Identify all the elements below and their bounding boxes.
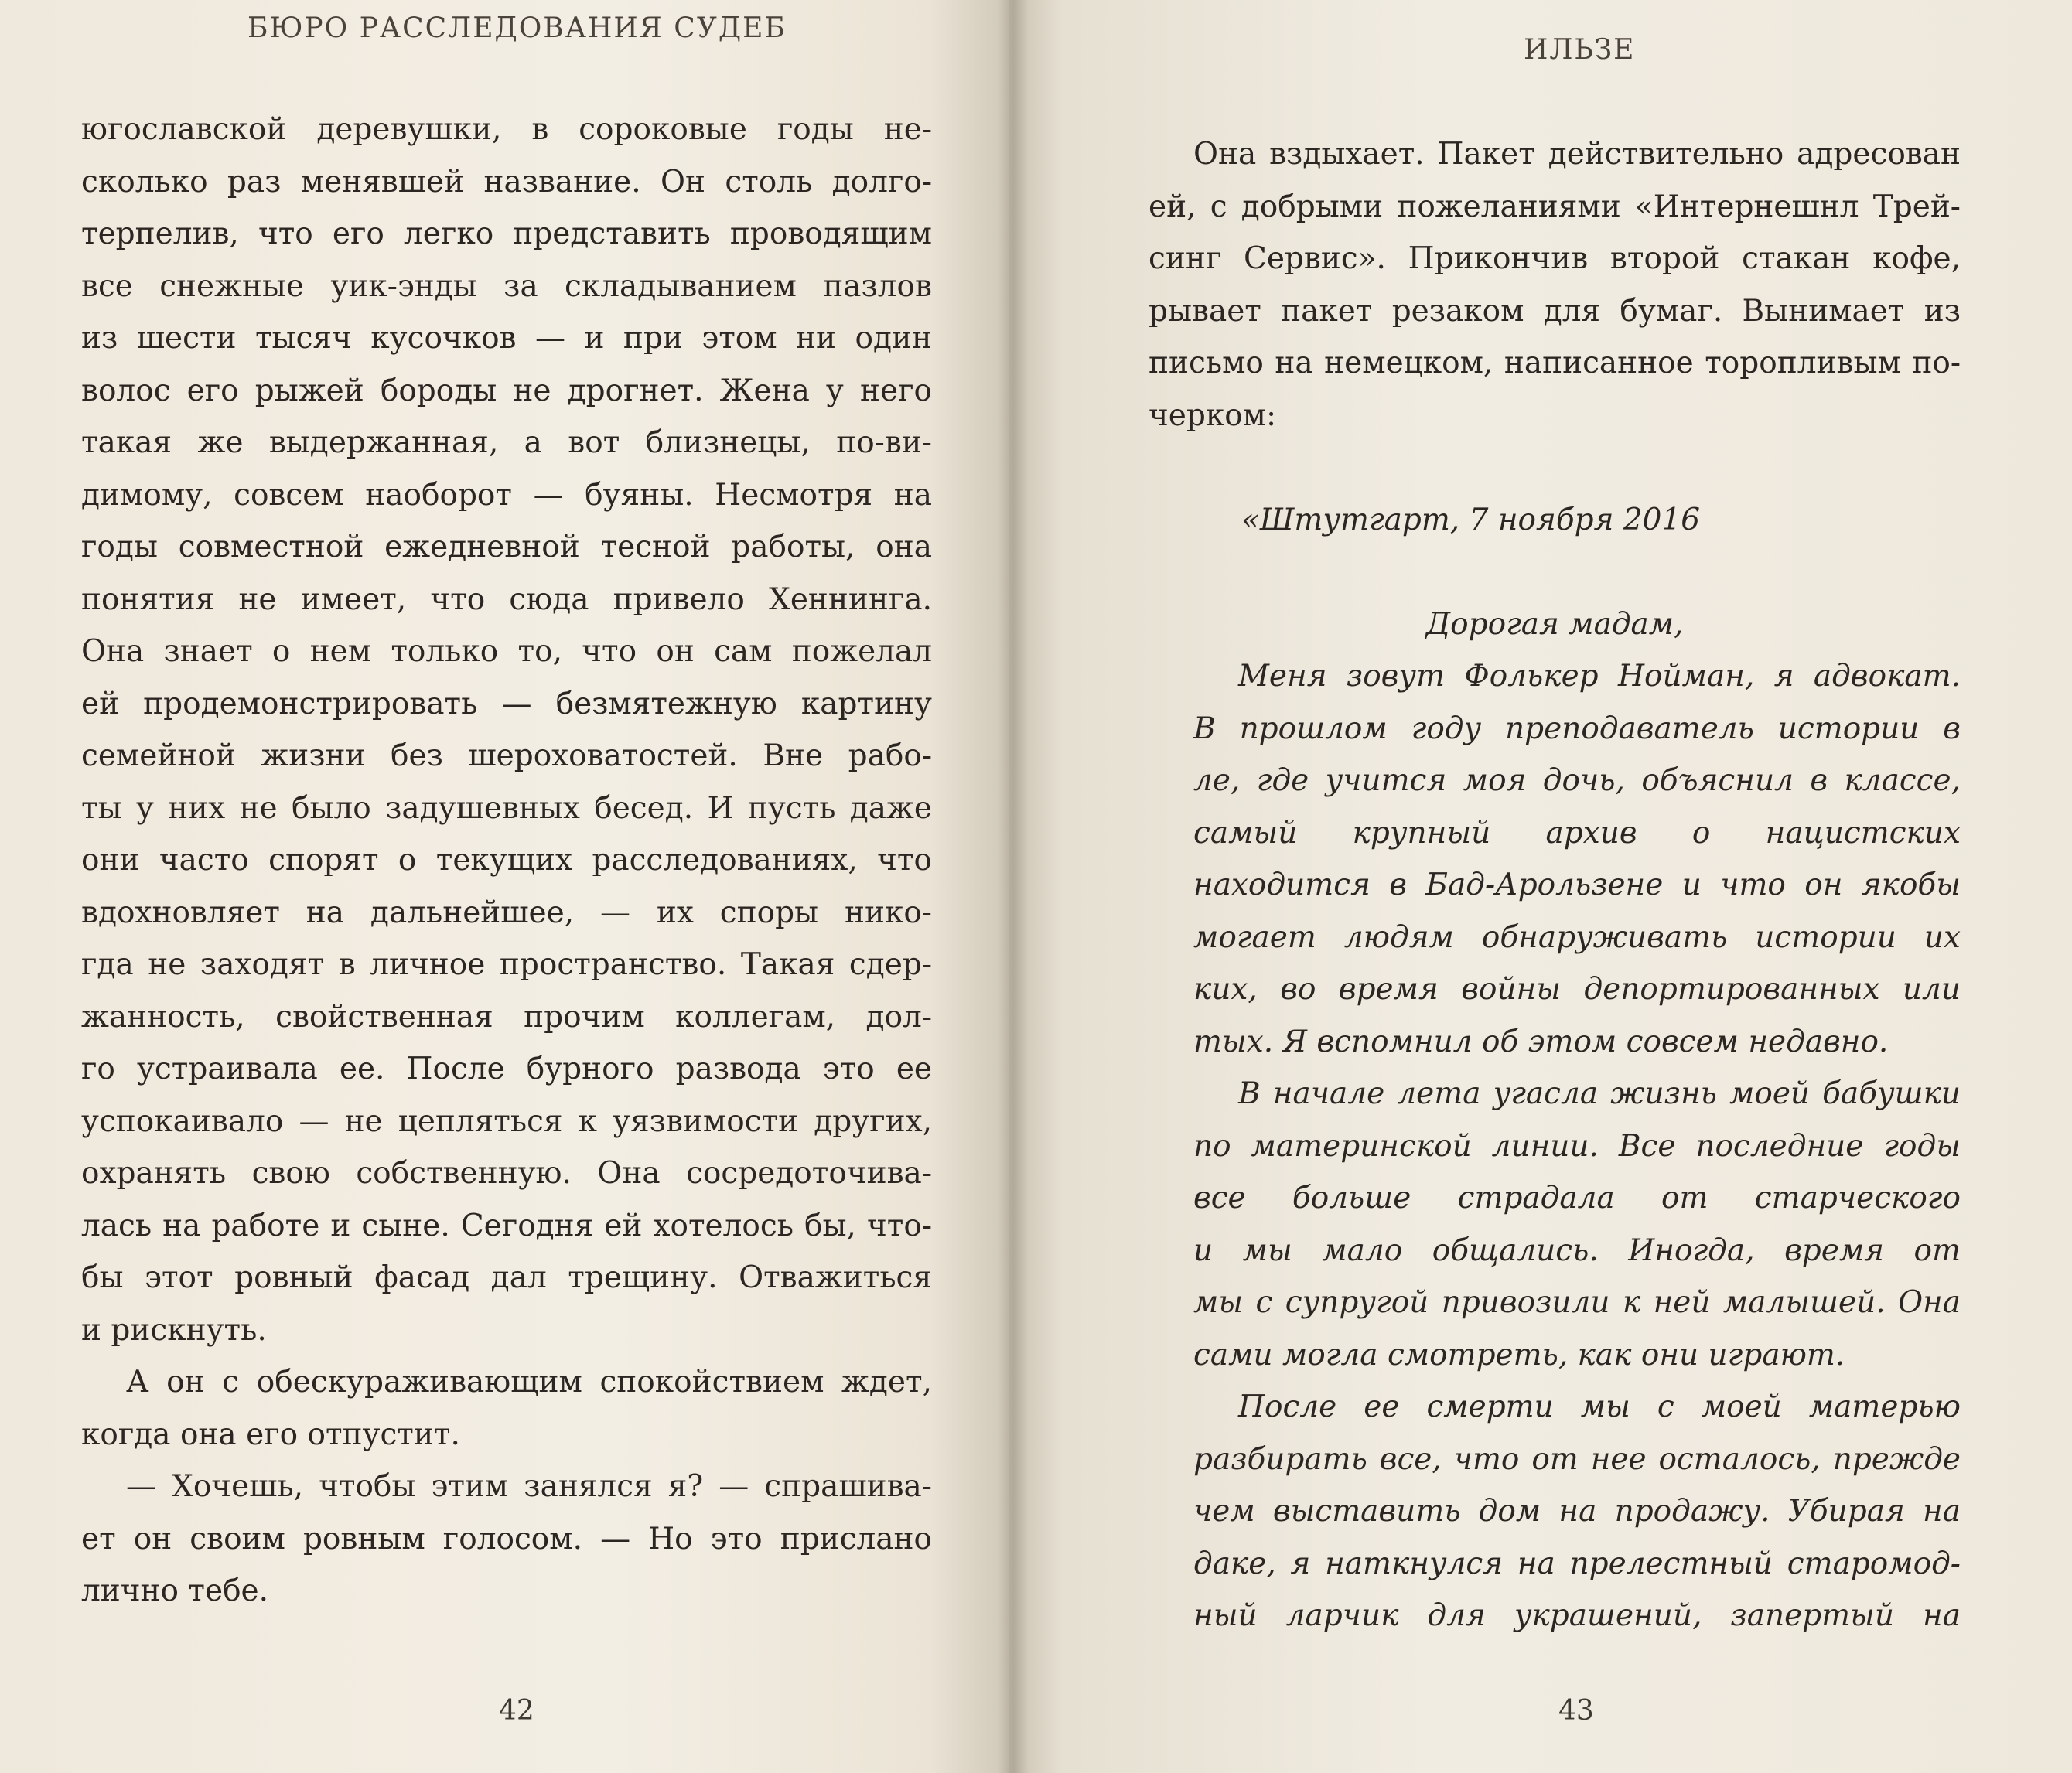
text-line: сами могла смотреть, как они играют. bbox=[1193, 1337, 1845, 1372]
text-line: семейной жизни без шероховатостей. Вне рабо- bbox=[81, 738, 932, 773]
text-line: Меня зовут Фолькер Нойман, я адвокат. bbox=[1238, 659, 1961, 694]
text-line: по материнской линии. Все последние годы bbox=[1193, 1128, 1961, 1164]
text-line: бы этот ровный фасад дал трещину. Отважиться bbox=[81, 1260, 932, 1295]
text-line: чем выставить дом на продажу. Убирая на bbox=[1193, 1494, 1961, 1529]
text-line: гда не заходят в личное пространство. Такая сдер- bbox=[81, 947, 932, 982]
text-line: тых. Я вспомнил об этом совсем недавно. bbox=[1193, 1024, 1889, 1059]
text-line: терпелив, что его легко представить проводящим bbox=[81, 217, 932, 251]
text-line: югославской деревушки, в сороковые годы не- bbox=[81, 112, 932, 147]
text-line: ких, во время войны депортированных или bbox=[1193, 972, 1961, 1007]
text-line: Она вздыхает. Пакет действительно адресован bbox=[1193, 137, 1961, 172]
text-line: и рискнуть. bbox=[81, 1312, 267, 1348]
text-line: рывает пакет резаком для бумаг. Вынимает из bbox=[1149, 293, 1961, 329]
text-line: вдохновляет на дальнейшее, — их споры нико- bbox=[81, 895, 932, 930]
text-line: такая же выдержанная, а вот близнецы, по-ви- bbox=[81, 425, 932, 460]
text-line: В начале лета угасла жизнь моей бабушки bbox=[1238, 1076, 1961, 1111]
text-line: все снежные уик-энды за складыванием пазлов bbox=[81, 268, 932, 304]
text-line: и мы мало общались. Иногда, время от bbox=[1193, 1233, 1961, 1268]
left-page bbox=[0, 0, 1009, 1773]
text-line: ный ларчик для украшений, запертый на bbox=[1193, 1598, 1961, 1633]
text-line: синг Сервис». Прикончив второй стакан кофе, bbox=[1149, 241, 1961, 276]
text-line: го устраивала ее. После бурного развода это ее bbox=[81, 1052, 932, 1086]
letter-place-date: «Штутгарт, 7 ноября 2016 bbox=[1241, 502, 1701, 537]
letter-salutation: Дорогая мадам, bbox=[1425, 606, 1684, 642]
text-line: понятия не имеет, что сюда привело Хеннинга. bbox=[81, 581, 932, 617]
right-page bbox=[1009, 0, 2072, 1773]
text-line: Она знает о нем только то, что он сам пожелал bbox=[81, 634, 932, 669]
text-line: димому, совсем наоборот — буяны. Несмотря на bbox=[81, 477, 932, 513]
left-body-text bbox=[81, 104, 932, 1618]
text-line: когда она его отпустит. bbox=[81, 1417, 460, 1452]
text-line: могает людям обнаруживать истории их bbox=[1193, 919, 1961, 955]
text-line: сколько раз менявшей название. Он столь долго- bbox=[81, 164, 932, 199]
right-body-text bbox=[1149, 128, 1961, 1642]
text-line: даке, я наткнулся на прелестный старомод- bbox=[1193, 1546, 1961, 1581]
text-line: После ее смерти мы с моей матерью bbox=[1238, 1389, 1961, 1424]
text-line: они часто спорят о текущих расследованиях, что bbox=[81, 843, 932, 878]
left-running-head: БЮРО РАССЛЕДОВАНИЯ СУДЕБ bbox=[247, 12, 787, 44]
text-line: письмо на немецком, написанное торопливым по- bbox=[1149, 346, 1961, 380]
text-line: мы с супругой привозили к ней малышей. Она bbox=[1193, 1285, 1961, 1320]
left-page-number: 42 bbox=[499, 1695, 534, 1727]
text-line: черком: bbox=[1149, 397, 1277, 433]
text-line: успокаивало — не цепляться к уязвимости других, bbox=[81, 1103, 932, 1139]
text-line: охранять свою собственную. Она сосредоточива- bbox=[81, 1156, 932, 1191]
text-line: лась на работе и сыне. Сегодня ей хотелось бы, что- bbox=[81, 1208, 932, 1243]
text-line: все больше страдала от старческого bbox=[1193, 1181, 1961, 1216]
text-line: находится в Бад-Арользене и что он якобы bbox=[1193, 868, 1961, 902]
text-line: волос его рыжей бороды не дрогнет. Жена у него bbox=[81, 373, 932, 408]
text-line: А он с обескураживающим спокойствием ждет, bbox=[126, 1365, 932, 1400]
text-line: ей, с добрыми пожеланиями «Интернешнл Трей- bbox=[1149, 189, 1961, 224]
text-line: — Хочешь, чтобы этим занялся я? — спрашива- bbox=[126, 1469, 932, 1504]
text-line: лично тебе. bbox=[81, 1574, 269, 1608]
text-line: из шести тысяч кусочков — и при этом ни один bbox=[81, 321, 932, 356]
text-line: ет он своим ровным голосом. — Но это прислано bbox=[81, 1521, 932, 1556]
text-line: годы совместной ежедневной тесной работы, она bbox=[81, 530, 932, 564]
text-line: В прошлом году преподаватель истории в bbox=[1193, 711, 1961, 746]
text-line: ей продемонстрировать — безмятежную картину bbox=[81, 686, 932, 721]
right-running-head: ИЛЬЗЕ bbox=[1524, 34, 1636, 66]
text-line: жанность, свойственная прочим коллегам, дол- bbox=[81, 999, 932, 1035]
right-page-number: 43 bbox=[1558, 1695, 1594, 1727]
text-line: разбирать все, что от нее осталось, прежде bbox=[1193, 1441, 1961, 1477]
text-line: ты у них не было задушевных бесед. И пусть даже bbox=[81, 790, 932, 826]
text-line: ле, где учится моя дочь, объяснил в классе, bbox=[1193, 763, 1961, 798]
text-line: самый крупный архив о нацистских bbox=[1193, 815, 1961, 851]
